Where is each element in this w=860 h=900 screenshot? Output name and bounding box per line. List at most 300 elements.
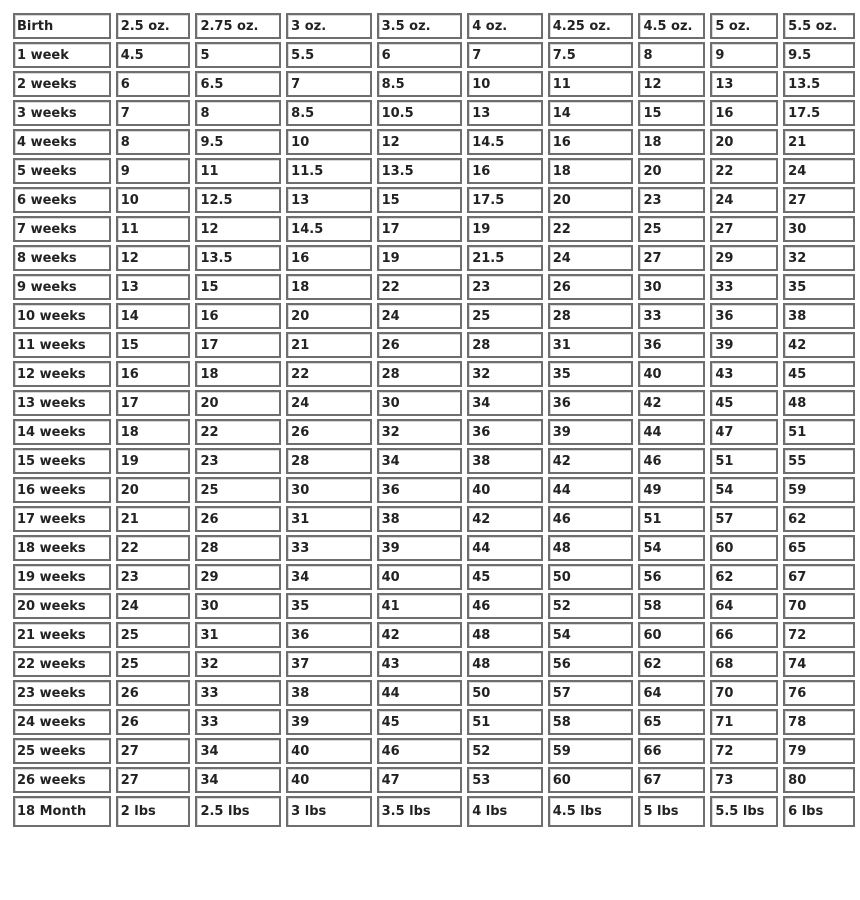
- weight-value-cell: 32: [467, 361, 543, 387]
- weight-value-cell: 25: [638, 216, 705, 242]
- table-row: [13, 477, 855, 503]
- table-row: [13, 767, 855, 793]
- weight-value-cell: 21: [116, 506, 191, 532]
- weight-value-cell: 55: [783, 448, 855, 474]
- weight-value-cell: 47: [377, 767, 463, 793]
- weight-value-cell: 12: [638, 71, 705, 97]
- row-label-cell: 9 weeks: [13, 274, 111, 300]
- weight-value-cell: 4 lbs: [467, 796, 543, 827]
- weight-value-cell: 34: [467, 390, 543, 416]
- weight-value-cell: 67: [638, 767, 705, 793]
- weight-value-cell: 46: [548, 506, 634, 532]
- weight-value-cell: 6.5: [195, 71, 281, 97]
- weight-value-cell: 35: [783, 274, 855, 300]
- weight-value-cell: 5.5 lbs: [710, 796, 778, 827]
- weight-value-cell: 59: [783, 477, 855, 503]
- row-label-cell: 10 weeks: [13, 303, 111, 329]
- weight-value-cell: 8.5: [377, 71, 463, 97]
- weight-value-cell: 50: [548, 564, 634, 590]
- weight-value-cell: 34: [195, 767, 281, 793]
- weight-value-cell: 62: [783, 506, 855, 532]
- weight-value-cell: 49: [638, 477, 705, 503]
- weight-value-cell: 71: [710, 709, 778, 735]
- weight-value-cell: 5 lbs: [638, 796, 705, 827]
- weight-value-cell: 33: [195, 680, 281, 706]
- weight-value-cell: 15: [195, 274, 281, 300]
- weight-value-cell: 67: [783, 564, 855, 590]
- table-row: [13, 796, 855, 827]
- weight-value-cell: 10: [286, 129, 371, 155]
- weight-value-cell: 6: [116, 71, 191, 97]
- weight-value-cell: 17.5: [783, 100, 855, 126]
- weight-value-cell: 51: [710, 448, 778, 474]
- weight-value-cell: 11: [195, 158, 281, 184]
- weight-value-cell: 38: [286, 680, 371, 706]
- weight-value-cell: 10: [116, 187, 191, 213]
- row-label-cell: 12 weeks: [13, 361, 111, 387]
- table-row: [13, 332, 855, 358]
- table-row: [13, 506, 855, 532]
- weight-value-cell: 22: [116, 535, 191, 561]
- weight-value-cell: 18: [195, 361, 281, 387]
- column-header-cell: 4.25 oz.: [548, 13, 634, 39]
- weight-value-cell: 45: [783, 361, 855, 387]
- column-header-cell: 5.5 oz.: [783, 13, 855, 39]
- column-header-cell: 5 oz.: [710, 13, 778, 39]
- weight-value-cell: 3.5 lbs: [377, 796, 463, 827]
- weight-value-cell: 31: [548, 332, 634, 358]
- weight-value-cell: 8.5: [286, 100, 371, 126]
- weight-value-cell: 58: [548, 709, 634, 735]
- weight-value-cell: 28: [467, 332, 543, 358]
- weight-value-cell: 42: [783, 332, 855, 358]
- column-header-cell: 4 oz.: [467, 13, 543, 39]
- weight-value-cell: 30: [638, 274, 705, 300]
- weight-value-cell: 57: [710, 506, 778, 532]
- weight-value-cell: 24: [783, 158, 855, 184]
- weight-value-cell: 12: [377, 129, 463, 155]
- weight-value-cell: 21: [783, 129, 855, 155]
- weight-value-cell: 70: [783, 593, 855, 619]
- weight-value-cell: 60: [710, 535, 778, 561]
- weight-value-cell: 11.5: [286, 158, 371, 184]
- weight-value-cell: 46: [467, 593, 543, 619]
- weight-value-cell: 33: [710, 274, 778, 300]
- weight-value-cell: 33: [286, 535, 371, 561]
- weight-value-cell: 30: [286, 477, 371, 503]
- weight-value-cell: 23: [467, 274, 543, 300]
- weight-value-cell: 22: [195, 419, 281, 445]
- row-label-cell: 18 weeks: [13, 535, 111, 561]
- weight-value-cell: 20: [286, 303, 371, 329]
- weight-value-cell: 27: [783, 187, 855, 213]
- weight-value-cell: 21: [286, 332, 371, 358]
- weight-value-cell: 18: [116, 419, 191, 445]
- row-label-cell: 14 weeks: [13, 419, 111, 445]
- table-row: [13, 71, 855, 97]
- weight-value-cell: 12.5: [195, 187, 281, 213]
- weight-value-cell: 43: [377, 651, 463, 677]
- weight-value-cell: 68: [710, 651, 778, 677]
- weight-value-cell: 22: [377, 274, 463, 300]
- weight-value-cell: 22: [548, 216, 634, 242]
- weight-value-cell: 52: [548, 593, 634, 619]
- weight-value-cell: 3 lbs: [286, 796, 371, 827]
- row-label-cell: 23 weeks: [13, 680, 111, 706]
- table-row: [13, 535, 855, 561]
- weight-value-cell: 31: [195, 622, 281, 648]
- table-row: [13, 419, 855, 445]
- weight-value-cell: 36: [286, 622, 371, 648]
- table-row: [13, 448, 855, 474]
- weight-value-cell: 11: [116, 216, 191, 242]
- weight-value-cell: 17.5: [467, 187, 543, 213]
- weight-value-cell: 48: [467, 651, 543, 677]
- weight-value-cell: 38: [467, 448, 543, 474]
- weight-value-cell: 78: [783, 709, 855, 735]
- weight-value-cell: 13.5: [195, 245, 281, 271]
- weight-value-cell: 24: [377, 303, 463, 329]
- weight-value-cell: 42: [377, 622, 463, 648]
- weight-value-cell: 27: [638, 245, 705, 271]
- weight-value-cell: 54: [710, 477, 778, 503]
- weight-value-cell: 65: [783, 535, 855, 561]
- row-label-cell: 24 weeks: [13, 709, 111, 735]
- weight-value-cell: 23: [638, 187, 705, 213]
- weight-value-cell: 14: [116, 303, 191, 329]
- weight-value-cell: 40: [467, 477, 543, 503]
- table-row: [13, 680, 855, 706]
- table-row: [13, 622, 855, 648]
- weight-value-cell: 18: [548, 158, 634, 184]
- table-body: [13, 13, 855, 827]
- weight-value-cell: 33: [638, 303, 705, 329]
- weight-value-cell: 10: [467, 71, 543, 97]
- row-label-cell: 3 weeks: [13, 100, 111, 126]
- table-row: [13, 100, 855, 126]
- row-label-cell: 13 weeks: [13, 390, 111, 416]
- row-label-cell: 26 weeks: [13, 767, 111, 793]
- weight-value-cell: 39: [548, 419, 634, 445]
- weight-value-cell: 36: [710, 303, 778, 329]
- weight-value-cell: 29: [195, 564, 281, 590]
- weight-value-cell: 46: [638, 448, 705, 474]
- weight-value-cell: 47: [710, 419, 778, 445]
- weight-value-cell: 20: [116, 477, 191, 503]
- weight-value-cell: 15: [638, 100, 705, 126]
- weight-value-cell: 19: [467, 216, 543, 242]
- weight-value-cell: 72: [783, 622, 855, 648]
- weight-value-cell: 14: [548, 100, 634, 126]
- weight-value-cell: 34: [286, 564, 371, 590]
- weight-value-cell: 16: [116, 361, 191, 387]
- weight-value-cell: 18: [286, 274, 371, 300]
- weight-value-cell: 24: [286, 390, 371, 416]
- weight-value-cell: 40: [638, 361, 705, 387]
- weight-value-cell: 64: [710, 593, 778, 619]
- weight-value-cell: 37: [286, 651, 371, 677]
- weight-value-cell: 54: [638, 535, 705, 561]
- weight-value-cell: 16: [286, 245, 371, 271]
- weight-value-cell: 36: [548, 390, 634, 416]
- weight-value-cell: 42: [467, 506, 543, 532]
- weight-value-cell: 9: [710, 42, 778, 68]
- weight-value-cell: 17: [377, 216, 463, 242]
- weight-value-cell: 26: [377, 332, 463, 358]
- weight-value-cell: 7: [116, 100, 191, 126]
- weight-value-cell: 28: [286, 448, 371, 474]
- weight-value-cell: 34: [377, 448, 463, 474]
- weight-value-cell: 26: [116, 709, 191, 735]
- weight-value-cell: 59: [548, 738, 634, 764]
- weight-value-cell: 39: [286, 709, 371, 735]
- weight-value-cell: 38: [377, 506, 463, 532]
- weight-value-cell: 30: [377, 390, 463, 416]
- weight-value-cell: 30: [783, 216, 855, 242]
- weight-value-cell: 32: [195, 651, 281, 677]
- weight-value-cell: 19: [377, 245, 463, 271]
- weight-value-cell: 7: [467, 42, 543, 68]
- weight-value-cell: 39: [710, 332, 778, 358]
- weight-value-cell: 54: [548, 622, 634, 648]
- weight-value-cell: 27: [116, 738, 191, 764]
- weight-value-cell: 13: [710, 71, 778, 97]
- weight-value-cell: 19: [116, 448, 191, 474]
- weight-value-cell: 20: [195, 390, 281, 416]
- weight-value-cell: 16: [548, 129, 634, 155]
- weight-value-cell: 11: [548, 71, 634, 97]
- table-row: [13, 303, 855, 329]
- weight-value-cell: 48: [783, 390, 855, 416]
- table-row: [13, 564, 855, 590]
- weight-value-cell: 39: [377, 535, 463, 561]
- weight-value-cell: 2 lbs: [116, 796, 191, 827]
- weight-value-cell: 10.5: [377, 100, 463, 126]
- weight-value-cell: 5: [195, 42, 281, 68]
- column-header-cell: 2.75 oz.: [195, 13, 281, 39]
- weight-value-cell: 16: [467, 158, 543, 184]
- weight-value-cell: 51: [467, 709, 543, 735]
- row-label-cell: 22 weeks: [13, 651, 111, 677]
- weight-value-cell: 13: [286, 187, 371, 213]
- weight-value-cell: 66: [638, 738, 705, 764]
- weight-value-cell: 51: [783, 419, 855, 445]
- weight-value-cell: 45: [467, 564, 543, 590]
- row-label-cell: 7 weeks: [13, 216, 111, 242]
- table-row: [13, 129, 855, 155]
- weight-value-cell: 30: [195, 593, 281, 619]
- weight-value-cell: 14.5: [467, 129, 543, 155]
- row-label-cell: 5 weeks: [13, 158, 111, 184]
- weight-value-cell: 42: [638, 390, 705, 416]
- weight-value-cell: 16: [195, 303, 281, 329]
- weight-value-cell: 28: [195, 535, 281, 561]
- weight-value-cell: 28: [548, 303, 634, 329]
- weight-value-cell: 17: [116, 390, 191, 416]
- weight-value-cell: 33: [195, 709, 281, 735]
- weight-value-cell: 15: [377, 187, 463, 213]
- weight-value-cell: 44: [548, 477, 634, 503]
- weight-value-cell: 32: [377, 419, 463, 445]
- table-row: [13, 187, 855, 213]
- weight-value-cell: 56: [638, 564, 705, 590]
- weight-value-cell: 9: [116, 158, 191, 184]
- row-label-cell: 11 weeks: [13, 332, 111, 358]
- weight-value-cell: 18: [638, 129, 705, 155]
- weight-value-cell: 31: [286, 506, 371, 532]
- table-row: [13, 274, 855, 300]
- weight-value-cell: 17: [195, 332, 281, 358]
- row-label-cell: 15 weeks: [13, 448, 111, 474]
- weight-value-cell: 24: [116, 593, 191, 619]
- weight-value-cell: 20: [710, 129, 778, 155]
- row-label-cell: 4 weeks: [13, 129, 111, 155]
- row-label-cell: 19 weeks: [13, 564, 111, 590]
- weight-value-cell: 2.5 lbs: [195, 796, 281, 827]
- weight-value-cell: 6: [377, 42, 463, 68]
- weight-value-cell: 40: [377, 564, 463, 590]
- weight-value-cell: 76: [783, 680, 855, 706]
- row-label-cell: 1 week: [13, 42, 111, 68]
- weight-value-cell: 64: [638, 680, 705, 706]
- weight-value-cell: 7.5: [548, 42, 634, 68]
- weight-value-cell: 60: [638, 622, 705, 648]
- table-row: [13, 709, 855, 735]
- column-header-cell: 4.5 oz.: [638, 13, 705, 39]
- column-header-cell: 3 oz.: [286, 13, 371, 39]
- weight-value-cell: 53: [467, 767, 543, 793]
- weight-value-cell: 29: [710, 245, 778, 271]
- table-row: [13, 216, 855, 242]
- weight-value-cell: 32: [783, 245, 855, 271]
- weight-value-cell: 22: [710, 158, 778, 184]
- table-row: [13, 390, 855, 416]
- weight-value-cell: 13.5: [783, 71, 855, 97]
- weight-value-cell: 36: [638, 332, 705, 358]
- weight-value-cell: 73: [710, 767, 778, 793]
- column-header-cell: 3.5 oz.: [377, 13, 463, 39]
- weight-value-cell: 13: [467, 100, 543, 126]
- weight-value-cell: 52: [467, 738, 543, 764]
- weight-value-cell: 20: [638, 158, 705, 184]
- weight-value-cell: 20: [548, 187, 634, 213]
- weight-value-cell: 8: [116, 129, 191, 155]
- weight-value-cell: 24: [548, 245, 634, 271]
- weight-value-cell: 24: [710, 187, 778, 213]
- weight-value-cell: 26: [548, 274, 634, 300]
- weight-value-cell: 14.5: [286, 216, 371, 242]
- weight-value-cell: 70: [710, 680, 778, 706]
- weight-value-cell: 6 lbs: [783, 796, 855, 827]
- weight-value-cell: 57: [548, 680, 634, 706]
- row-label-cell: Birth: [13, 13, 111, 39]
- weight-value-cell: 74: [783, 651, 855, 677]
- weight-value-cell: 40: [286, 767, 371, 793]
- weight-value-cell: 26: [286, 419, 371, 445]
- weight-value-cell: 26: [116, 680, 191, 706]
- weight-value-cell: 36: [377, 477, 463, 503]
- row-label-cell: 2 weeks: [13, 71, 111, 97]
- table-row: [13, 651, 855, 677]
- weight-value-cell: 5.5: [286, 42, 371, 68]
- weight-value-cell: 42: [548, 448, 634, 474]
- weight-value-cell: 16: [710, 100, 778, 126]
- weight-value-cell: 28: [377, 361, 463, 387]
- weight-value-cell: 25: [116, 651, 191, 677]
- weight-value-cell: 12: [116, 245, 191, 271]
- weight-value-cell: 79: [783, 738, 855, 764]
- weight-value-cell: 27: [710, 216, 778, 242]
- weight-value-cell: 23: [116, 564, 191, 590]
- weight-value-cell: 44: [638, 419, 705, 445]
- weight-value-cell: 13.5: [377, 158, 463, 184]
- weight-value-cell: 41: [377, 593, 463, 619]
- weight-value-cell: 22: [286, 361, 371, 387]
- weight-value-cell: 25: [467, 303, 543, 329]
- weight-value-cell: 43: [710, 361, 778, 387]
- weight-value-cell: 40: [286, 738, 371, 764]
- weight-value-cell: 65: [638, 709, 705, 735]
- weight-value-cell: 62: [710, 564, 778, 590]
- row-label-cell: 16 weeks: [13, 477, 111, 503]
- weight-value-cell: 15: [116, 332, 191, 358]
- table-row: [13, 361, 855, 387]
- weight-value-cell: 12: [195, 216, 281, 242]
- table-row: [13, 245, 855, 271]
- weight-value-cell: 9.5: [195, 129, 281, 155]
- weight-value-cell: 13: [116, 274, 191, 300]
- weight-value-cell: 4.5 lbs: [548, 796, 634, 827]
- table-row: [13, 42, 855, 68]
- table-row: [13, 158, 855, 184]
- row-label-cell: 18 Month: [13, 796, 111, 827]
- table-row: [13, 738, 855, 764]
- weight-value-cell: 4.5: [116, 42, 191, 68]
- growth-chart-table: [8, 10, 860, 830]
- weight-value-cell: 25: [195, 477, 281, 503]
- weight-value-cell: 44: [377, 680, 463, 706]
- row-label-cell: 20 weeks: [13, 593, 111, 619]
- weight-value-cell: 60: [548, 767, 634, 793]
- weight-value-cell: 23: [195, 448, 281, 474]
- weight-value-cell: 80: [783, 767, 855, 793]
- weight-value-cell: 48: [548, 535, 634, 561]
- row-label-cell: 17 weeks: [13, 506, 111, 532]
- weight-value-cell: 35: [286, 593, 371, 619]
- column-header-cell: 2.5 oz.: [116, 13, 191, 39]
- weight-value-cell: 36: [467, 419, 543, 445]
- weight-value-cell: 35: [548, 361, 634, 387]
- weight-value-cell: 21.5: [467, 245, 543, 271]
- weight-value-cell: 9.5: [783, 42, 855, 68]
- weight-value-cell: 8: [638, 42, 705, 68]
- weight-value-cell: 44: [467, 535, 543, 561]
- weight-value-cell: 51: [638, 506, 705, 532]
- table-row: [13, 593, 855, 619]
- weight-value-cell: 62: [638, 651, 705, 677]
- weight-value-cell: 26: [195, 506, 281, 532]
- header-row: [13, 13, 855, 39]
- weight-value-cell: 45: [710, 390, 778, 416]
- weight-value-cell: 7: [286, 71, 371, 97]
- weight-value-cell: 66: [710, 622, 778, 648]
- weight-value-cell: 50: [467, 680, 543, 706]
- weight-value-cell: 48: [467, 622, 543, 648]
- weight-value-cell: 46: [377, 738, 463, 764]
- weight-value-cell: 38: [783, 303, 855, 329]
- weight-value-cell: 34: [195, 738, 281, 764]
- weight-value-cell: 25: [116, 622, 191, 648]
